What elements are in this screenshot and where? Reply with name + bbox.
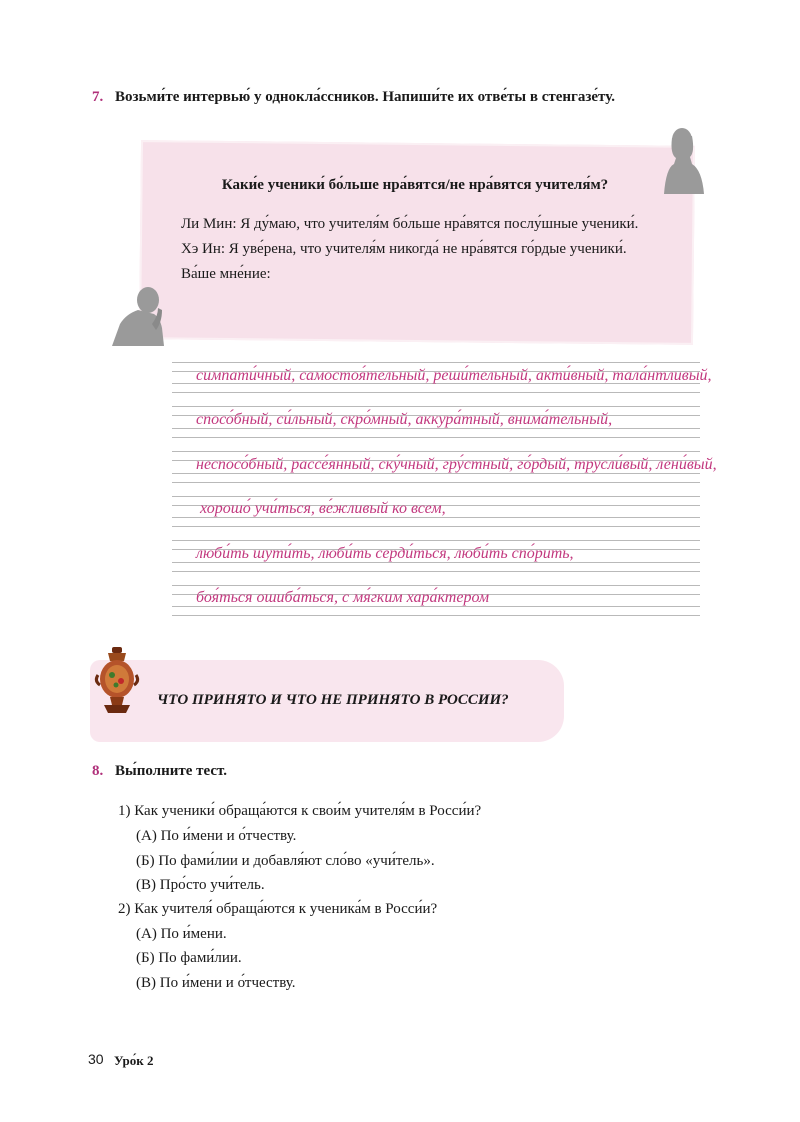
test-option: (В) Про́сто учи́тель. xyxy=(136,877,265,893)
test-option: (А) По и́мени и о́тчеству. xyxy=(136,828,297,844)
interview-question: Каки́е ученики́ бо́льше нра́вятся/не нра́вятся учителя́м? xyxy=(221,177,609,193)
section-title: ЧТО ПРИНЯТО И ЧТО НЕ ПРИНЯТО В РОССИИ? xyxy=(157,692,509,708)
task-7-instruction: Возьми́те интервью́ у однокла́ссников. Напиши́те их отве́ты в стенгазе́ту. xyxy=(115,89,615,105)
test-option: (В) По и́мени и о́тчеству. xyxy=(136,975,296,991)
handwritten-line: симпати́чный, самостоя́тельный, реши́тельный, акти́вный, тала́нтливый, xyxy=(196,367,712,384)
test-option: (Б) По фами́лии и добавля́ют сло́во «учи́тель». xyxy=(136,853,435,869)
your-opinion-label: Ва́ше мне́ние: xyxy=(181,266,271,282)
interview-answer-li-min: Ли Мин: Я ду́маю, что учителя́м бо́льше нра́вятся послу́шные ученики́. xyxy=(181,216,639,232)
samovar-icon xyxy=(92,645,142,717)
page-number: 30 xyxy=(88,1051,104,1067)
test-question-2: 2) Как учителя́ обраща́ются к ученика́м в Росси́и? xyxy=(118,901,438,917)
task-8-instruction: Вы́полните тест. xyxy=(115,763,227,779)
task-8-heading xyxy=(92,763,227,780)
handwritten-line: люби́ть шути́ть, люби́ть серди́ться, люби́ть спо́рить, xyxy=(196,545,574,562)
handwritten-line: спосо́бный, си́льный, скро́мный, аккура́тный, внима́тельный, xyxy=(196,411,613,428)
task-7-number: 7. xyxy=(92,89,104,105)
task-7-heading xyxy=(92,89,615,106)
interview-answer-he-in: Хэ Ин: Я уве́рена, что учителя́м никогда́ не нра́вятся го́рдые ученики́. xyxy=(181,241,627,257)
task-8-number: 8. xyxy=(92,763,104,779)
handwritten-line: хорошо́ учи́ться, ве́жливый ко всем, xyxy=(200,500,446,517)
test-question-1: 1) Как ученики́ обраща́ются к свои́м учителя́м в Росси́и? xyxy=(118,803,482,819)
test-option: (А) По и́мени. xyxy=(136,926,227,942)
lesson-label: Уро́к 2 xyxy=(114,1053,154,1068)
test-option: (Б) По фами́лии. xyxy=(136,950,242,966)
handwritten-line: неспосо́бный, рассе́янный, ску́чный, гру́стный, го́рдый, трусли́вый, лени́вый, xyxy=(196,456,717,473)
thinking-man-silhouette-icon xyxy=(108,280,174,346)
handwritten-line: боя́ться ошиба́ться, с мя́гким хара́ктером xyxy=(196,589,490,606)
